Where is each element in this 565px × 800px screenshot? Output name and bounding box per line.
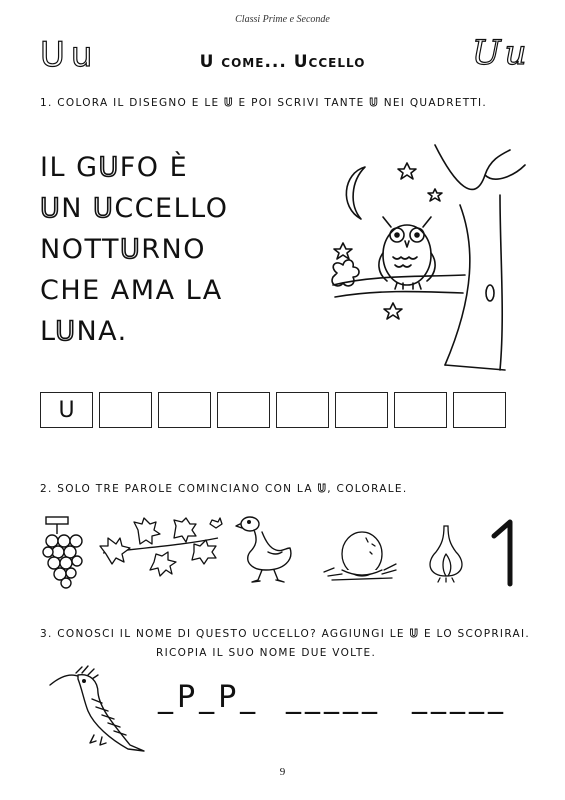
exercise1-instruction: [40, 97, 487, 109]
hoopoe-name-blanks[interactable]: _P_P_: [158, 680, 260, 715]
story-line-5: LUNA.: [40, 316, 128, 347]
ex1-text-post: NEI QUADRETTI.: [379, 97, 488, 109]
name-copy-blank-1[interactable]: _____: [286, 680, 381, 715]
story-line-3: NOTTURNO: [40, 234, 206, 265]
picture-row: [0, 510, 565, 590]
cursive-lower-u: u: [504, 33, 527, 73]
hoopoe-bird-illustration[interactable]: [48, 665, 148, 755]
egg-icon[interactable]: [322, 524, 402, 584]
writing-boxes: [40, 392, 506, 428]
owl-tree-illustration[interactable]: [325, 145, 535, 375]
tree-trunk: [435, 145, 525, 370]
garlic-icon[interactable]: [424, 524, 469, 584]
cursive-letters-right: [472, 33, 531, 73]
ex2-text-post: , COLORALE.: [327, 483, 408, 495]
color-u-letter[interactable]: U: [119, 234, 142, 265]
vine-branch-icon[interactable]: [98, 518, 223, 586]
writing-box[interactable]: [276, 392, 329, 428]
ex1-text-pre: 1. COLORA IL DISEGNO E LE: [40, 97, 225, 109]
ex3-outline-u: U: [409, 628, 420, 640]
cursive-upper-u: U: [472, 33, 501, 73]
exercise3-instruction-line2: RICOPIA IL SUO NOME DUE VOLTE.: [156, 647, 377, 659]
ex1-text-mid: E POI SCRIVI TANTE: [233, 97, 370, 109]
exercise3-instruction: [40, 628, 530, 640]
color-u-letter[interactable]: U: [40, 193, 62, 224]
page-title: U come... Uccello: [199, 52, 366, 72]
story-line-4: CHE AMA LA: [40, 275, 223, 306]
number-one-icon[interactable]: [490, 520, 520, 585]
star-icon: [428, 189, 442, 201]
color-u-letter[interactable]: U: [98, 152, 120, 183]
story-line-1: IL GUFO È: [40, 152, 189, 183]
star-icon: [384, 303, 402, 319]
grapes-icon[interactable]: [42, 515, 87, 590]
writing-box[interactable]: [158, 392, 211, 428]
ex2-outline-u: U: [317, 483, 328, 495]
page-number: 9: [279, 766, 286, 778]
ex3-text-post: E LO SCOPRIRAI.: [419, 628, 531, 640]
outline-lower-u: u: [70, 35, 93, 75]
color-u-letter[interactable]: U: [93, 193, 115, 224]
name-copy-blank-2[interactable]: _____: [412, 680, 507, 715]
ex2-text-pre: 2. SOLO TRE PAROLE COMINCIANO CON LA: [40, 483, 318, 495]
ex3-text-pre: 3. CONOSCI IL NOME DI QUESTO UCCELLO? AGGIUNGI LE: [40, 628, 410, 640]
writing-box[interactable]: [335, 392, 388, 428]
color-u-letter[interactable]: U: [55, 316, 77, 347]
outline-upper-u: U: [40, 35, 65, 75]
book-header: Classi Prime e Seconde: [235, 14, 330, 25]
writing-box[interactable]: [99, 392, 152, 428]
story-line-2: UN UCCELLO: [40, 193, 229, 224]
owl-story-text: [40, 147, 228, 352]
writing-box[interactable]: U: [40, 392, 93, 428]
writing-box[interactable]: [453, 392, 506, 428]
writing-box[interactable]: [217, 392, 270, 428]
writing-box[interactable]: [394, 392, 447, 428]
ex1-outline-u: U: [224, 97, 234, 109]
star-icon: [398, 163, 416, 179]
moon-icon: [346, 167, 365, 219]
exercise2-instruction: [40, 483, 407, 495]
ex1-outline-u: U: [369, 97, 380, 109]
goose-icon[interactable]: [236, 512, 296, 587]
star-icon: [334, 243, 352, 259]
